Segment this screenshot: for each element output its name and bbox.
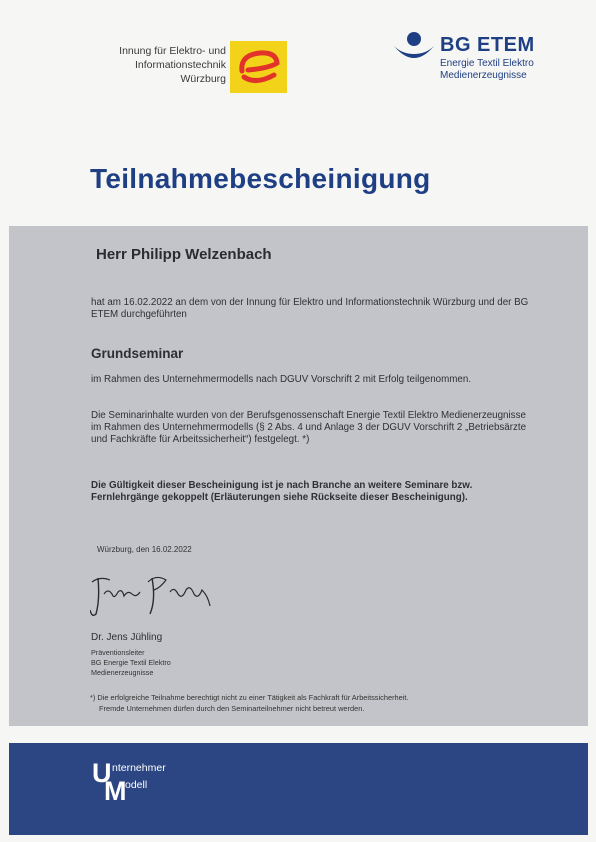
seminar-title: Grundseminar	[91, 346, 184, 361]
logo-text-2: odell	[125, 779, 148, 791]
role-line-3: Medienerzeugnisse	[91, 668, 154, 677]
signer-role	[91, 648, 291, 678]
logo-text-1: nternehmer	[112, 762, 166, 774]
footnote-line-1: *) Die erfolgreiche Teilnahme berechtigt nicht zu einer Tätigkeit als Fachkraft für Arbeitssicherheit.	[90, 693, 409, 702]
innung-e-logo	[230, 41, 287, 93]
page-title: Teilnahmebescheinigung	[90, 163, 431, 194]
bg-sub-line-1: Energie Textil Elektro	[440, 58, 534, 69]
bg-etem-name: BG ETEM	[440, 34, 535, 56]
innung-line-3: Würzburg	[180, 73, 226, 85]
unternehmermodell-logo	[92, 759, 202, 809]
logo-letter-m: M	[104, 776, 127, 806]
date-line: Würzburg, den 16.02.2022	[97, 545, 192, 554]
bg-etem-subtitle	[440, 58, 590, 82]
role-line-2: BG Energie Textil Elektro	[91, 658, 171, 667]
intro-text: hat am 16.02.2022 an dem von der Innung für Elektro und Informationstechnik Würzburg und der BG ETEM durchgeführten	[91, 297, 529, 320]
bg-sub-line-2: Medienerzeugnisse	[440, 70, 527, 81]
signer-name: Dr. Jens Jühling	[91, 632, 163, 643]
footnote-line-2: Fremde Unternehmen dürfen durch den Seminarteilnehmer nicht betreut werden.	[99, 704, 365, 713]
e-mark-icon	[230, 41, 287, 93]
innung-line-2: Informationstechnik	[134, 59, 226, 71]
innung-line-1: Innung für Elektro- und	[119, 45, 226, 57]
bg-etem-logo-icon	[390, 30, 438, 66]
role-line-1: Präventionsleiter	[91, 648, 145, 657]
gueltigkeit-text: Die Gültigkeit dieser Bescheinigung ist je nach Branche an weitere Seminare bzw. Fernlehrgänge gekoppelt (Erläuterungen siehe Rückseite dieser Bescheinigung).	[91, 480, 473, 503]
signature-image	[90, 570, 230, 620]
inhalt-text: Die Seminarinhalte wurden von der Berufsgenossenschaft Energie Textil Elektro Medienerzeugnisse im Rahmen des Unternehmermodells (§ 2 Abs. 4 und Anlage 3 der DGUV Vorschrift 2 „Betriebsärzte und Fachkräfte für Arbeitssicherheit“) festgelegt. *)	[91, 410, 527, 445]
footnote	[90, 692, 570, 714]
innung-name	[60, 44, 226, 86]
rahmen-text: im Rahmen des Unternehmermodells nach DGUV Vorschrift 2 mit Erfolg teilgenommen.	[91, 374, 472, 385]
recipient-name: Herr Philipp Welzenbach	[96, 246, 272, 263]
logo-letter-u: U	[92, 758, 112, 788]
